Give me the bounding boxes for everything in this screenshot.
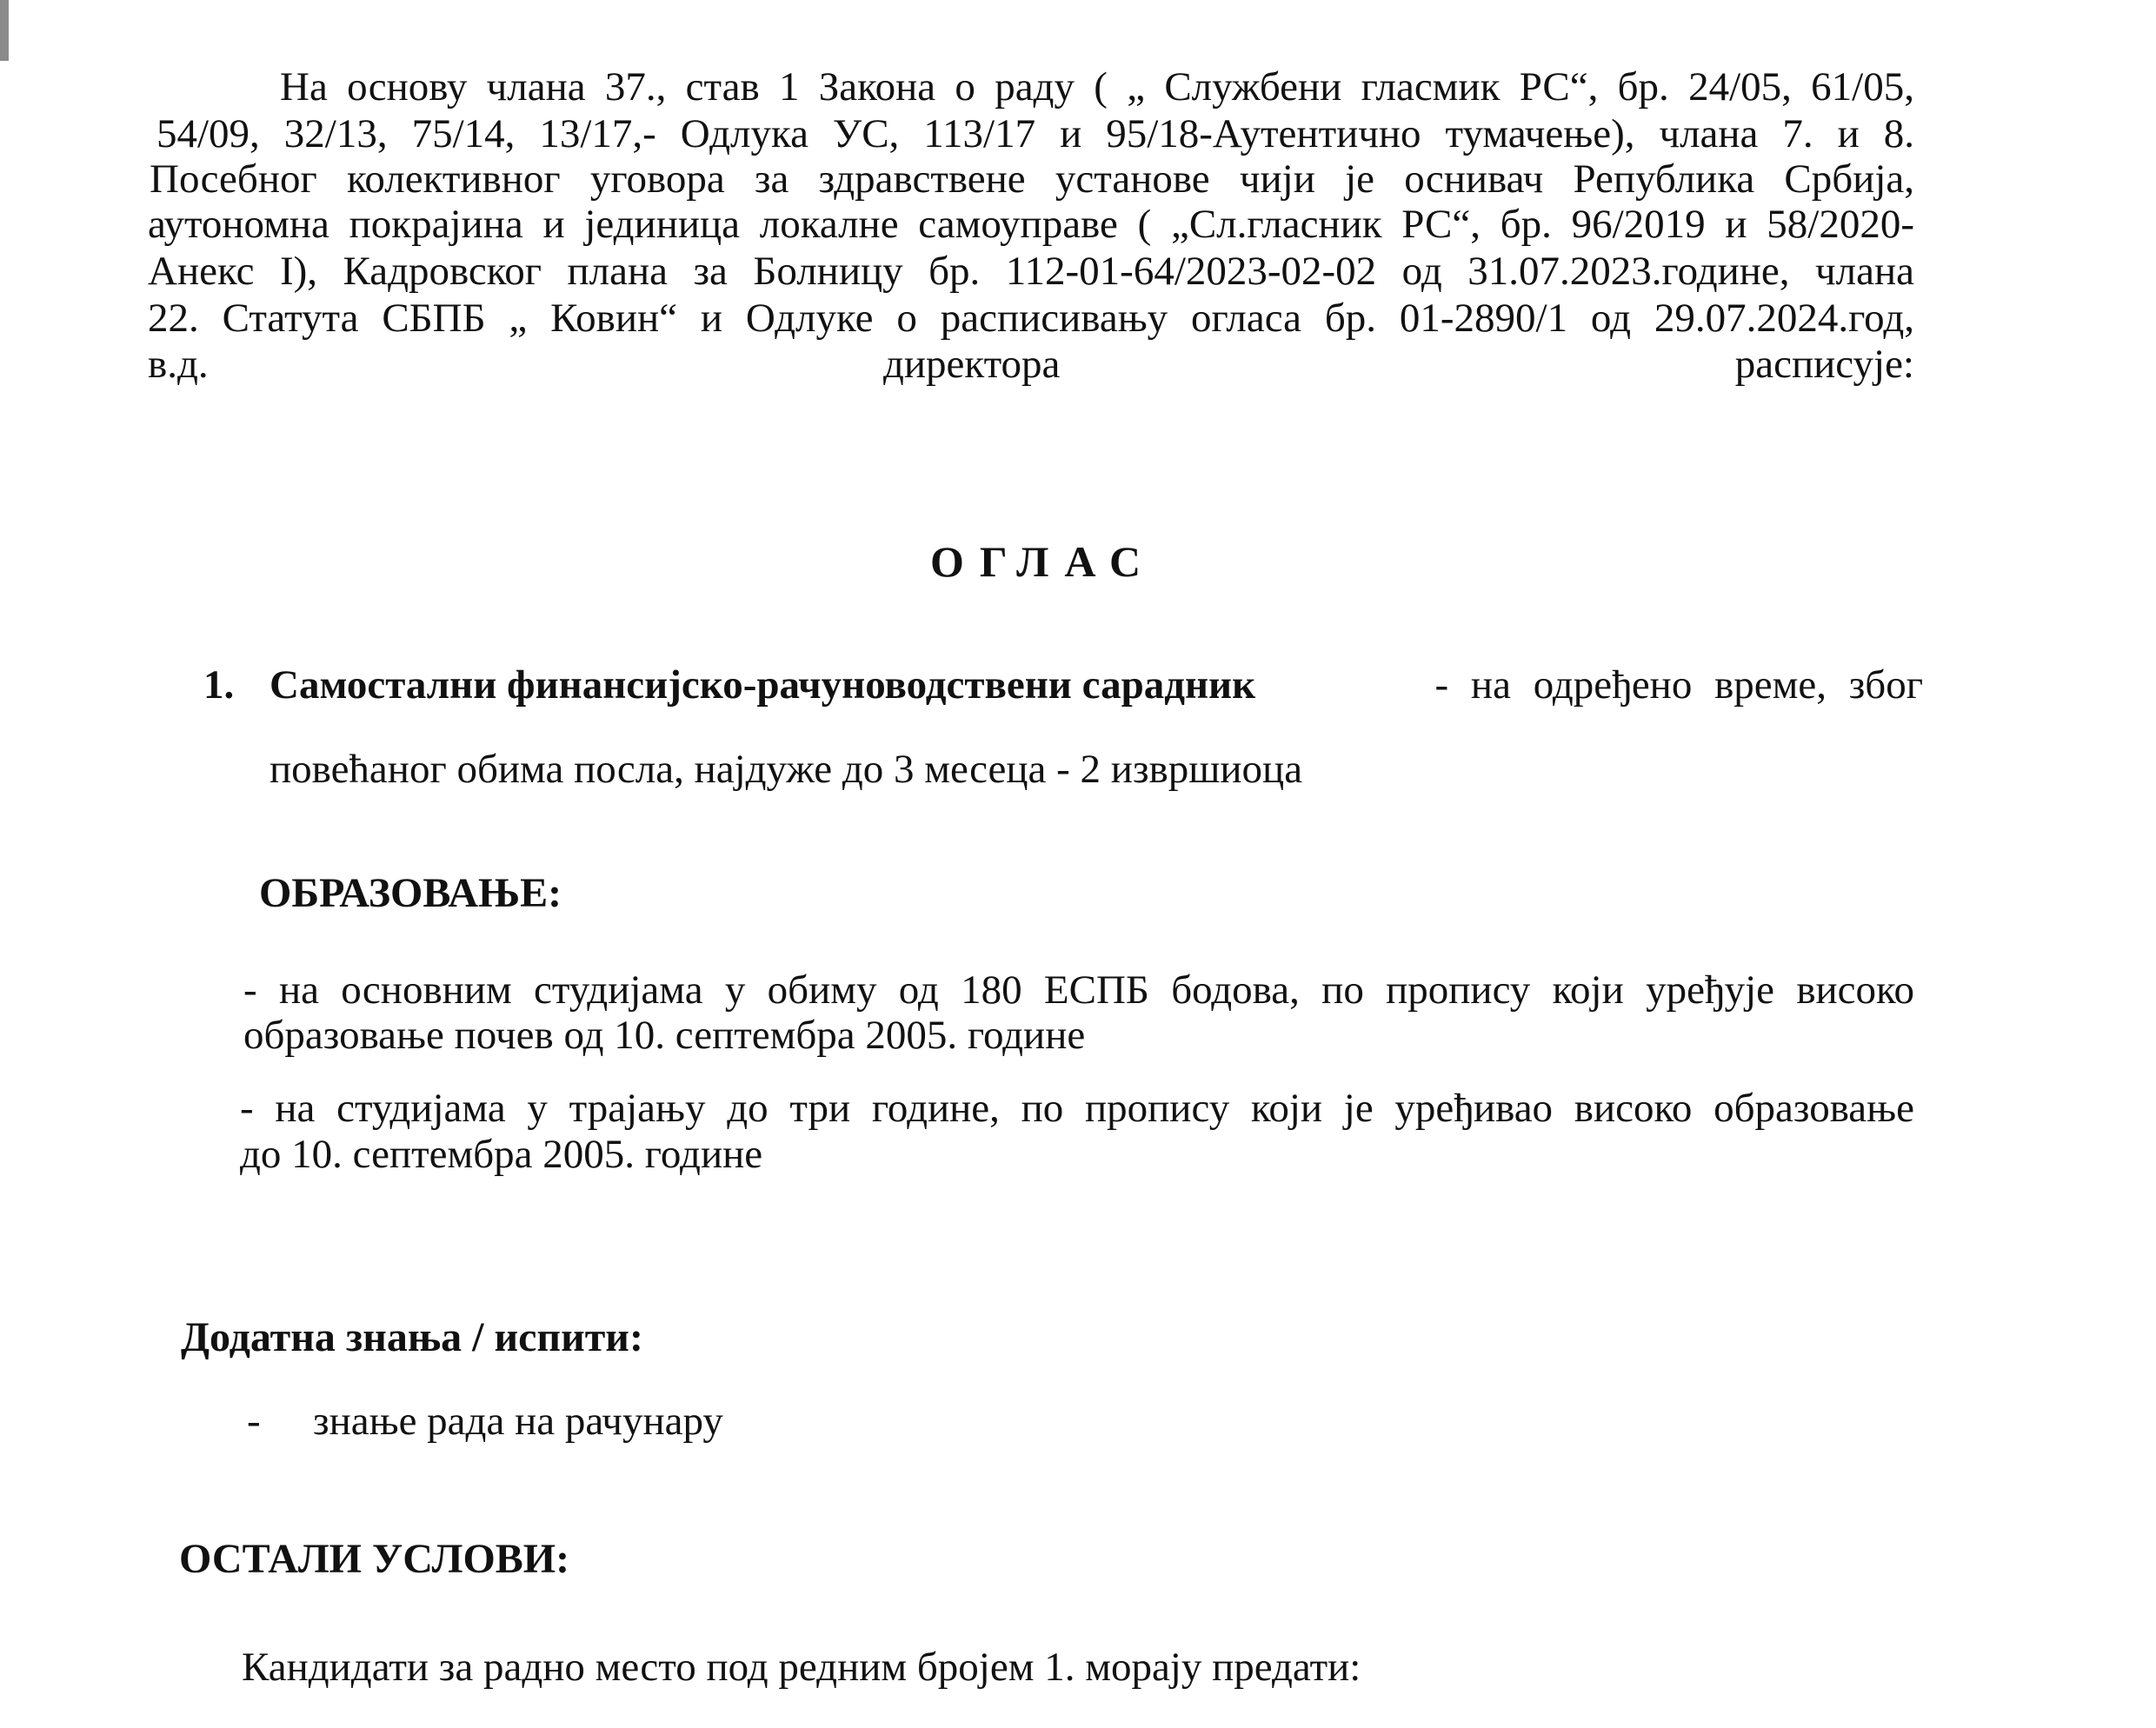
document-title: ОГЛАС — [930, 537, 1157, 586]
preamble-line-7: в.д. директора расписује: — [148, 342, 1914, 387]
additional-heading: Додатна знања / испити: — [181, 1314, 643, 1360]
education-line-2: образовање почев од 10. септембра 2005. године — [243, 1013, 1086, 1058]
position-name: Самостални финансијско-рачуноводствени сарадник — [270, 662, 1256, 708]
additional-item: знање рада на рачунару — [313, 1399, 723, 1444]
preamble-line-1: На основу члана 37., став 1 Закона о раду ( „ Службени гласмик РС“, бр. 24/05, 61/05, — [280, 64, 1914, 110]
preamble-line-2: 54/09, 32/13, 75/14, 13/17,- Одлука УС, 113/17 и 95/18-Аутентично тумачење), члана 7. и 8. — [156, 111, 1914, 156]
position-line-1 — [270, 662, 1923, 712]
preamble-line-5: Анекс I), Кадровског плана за Болницу бр. 112-01-64/2023-02-02 од 31.07.2023.године, члана — [148, 249, 1914, 294]
position-line-2: повећаног обима посла, најдуже до 3 месеца - 2 извршиоца — [270, 747, 1303, 792]
preamble-line-6: 22. Статута СБПБ „ Ковин“ и Одлуке о расписивању огласа бр. 01-2890/1 од 29.07.2024.год, — [148, 296, 1914, 341]
scan-edge-mark — [0, 0, 9, 61]
education-line-4: до 10. септембра 2005. године — [240, 1132, 763, 1177]
education-line-1: - на основним студијама у обиму од 180 ЕСПБ бодова, по пропису који уређује високо — [243, 967, 1914, 1013]
other-conditions-heading: ОСТАЛИ УСЛОВИ: — [179, 1536, 570, 1582]
additional-bullet: - — [247, 1399, 261, 1444]
education-heading: ОБРАЗОВАЊЕ: — [259, 870, 562, 916]
education-line-3: - на студијама у трајању до три године, по пропису који је уређивао високо образовање — [240, 1086, 1914, 1131]
position-terms: - на одређено време, због — [1434, 662, 1923, 708]
preamble-line-3: Посебног колективног уговора за здравствене установе чији је оснивач Република Србија, — [150, 156, 1914, 202]
preamble-line-4: аутономна покрајина и јединица локалне самоуправе ( „Сл.гласник РС“, бр. 96/2019 и 58/2020- — [148, 202, 1914, 247]
other-conditions-line: Кандидати за радно место под редним бројем 1. морају предати: — [242, 1645, 1361, 1690]
position-number: 1. — [203, 662, 235, 708]
